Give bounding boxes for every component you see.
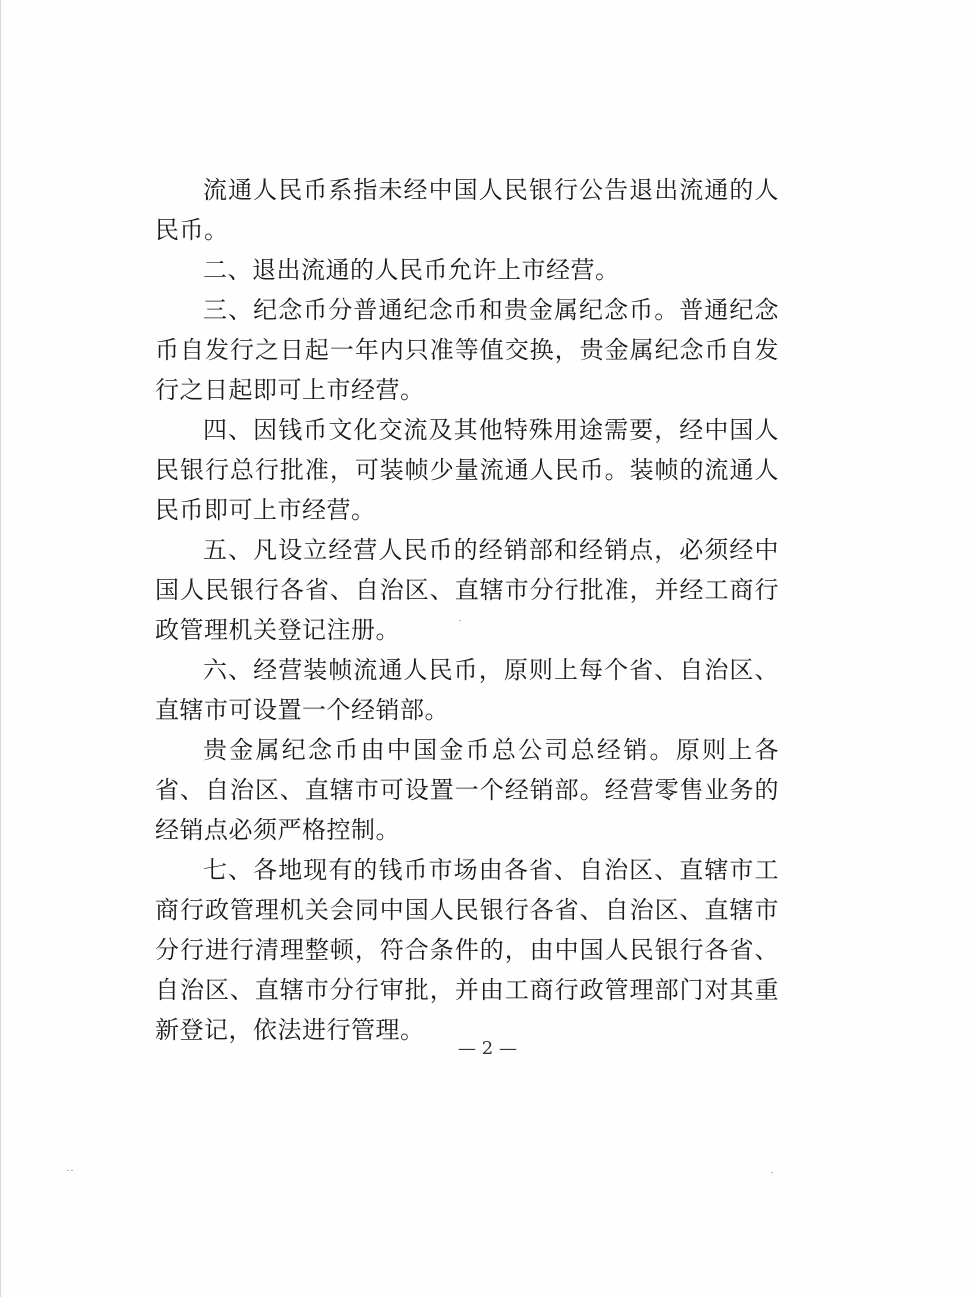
body-text [155,170,779,1050]
paragraph-definition: 流通人民币系指未经中国人民银行公告退出流通的人民币。 [155,176,779,244]
scan-speck [459,620,461,621]
scan-speck [67,1170,69,1171]
page-number: — 2 — [458,1038,517,1059]
scan-speck [771,1172,773,1173]
paragraph-item-2: 二、退出流通的人民币允许上市经营。 [203,256,620,284]
scan-speck [71,1170,73,1171]
paragraph-item-3: 三、纪念币分普通纪念币和贵金属纪念币。普通纪念币自发行之日起一年内只准等值交换，贵金属纪念币自发行之日起即可上市经营。 [155,296,779,404]
paragraph-item-4: 四、因钱币文化交流及其他特殊用途需要，经中国人民银行总行批准，可装帧少量流通人民币。装帧的流通人民币即可上市经营。 [155,416,779,524]
paragraph-item-6: 六、经营装帧流通人民币，原则上每个省、自治区、直辖市可设置一个经销部。 [155,656,779,724]
paragraph-item-5: 五、凡设立经营人民币的经销部和经销点，必须经中国人民银行各省、自治区、直辖市分行批准，并经工商行政管理机关登记注册。 [155,536,779,644]
paragraph-item-7: 七、各地现有的钱币市场由各省、自治区、直辖市工商行政管理机关会同中国人民银行各省、自治区、直辖市分行进行清理整顿，符合条件的，由中国人民银行各省、自治区、直辖市分行审批，并由工商行政管理部门对其重新登记，依法进行管理。 [155,856,779,1044]
paragraph-precious-metal: 贵金属纪念币由中国金币总公司总经销。原则上各省、自治区、直辖市可设置一个经销部。经营零售业务的经销点必须严格控制。 [155,736,779,844]
